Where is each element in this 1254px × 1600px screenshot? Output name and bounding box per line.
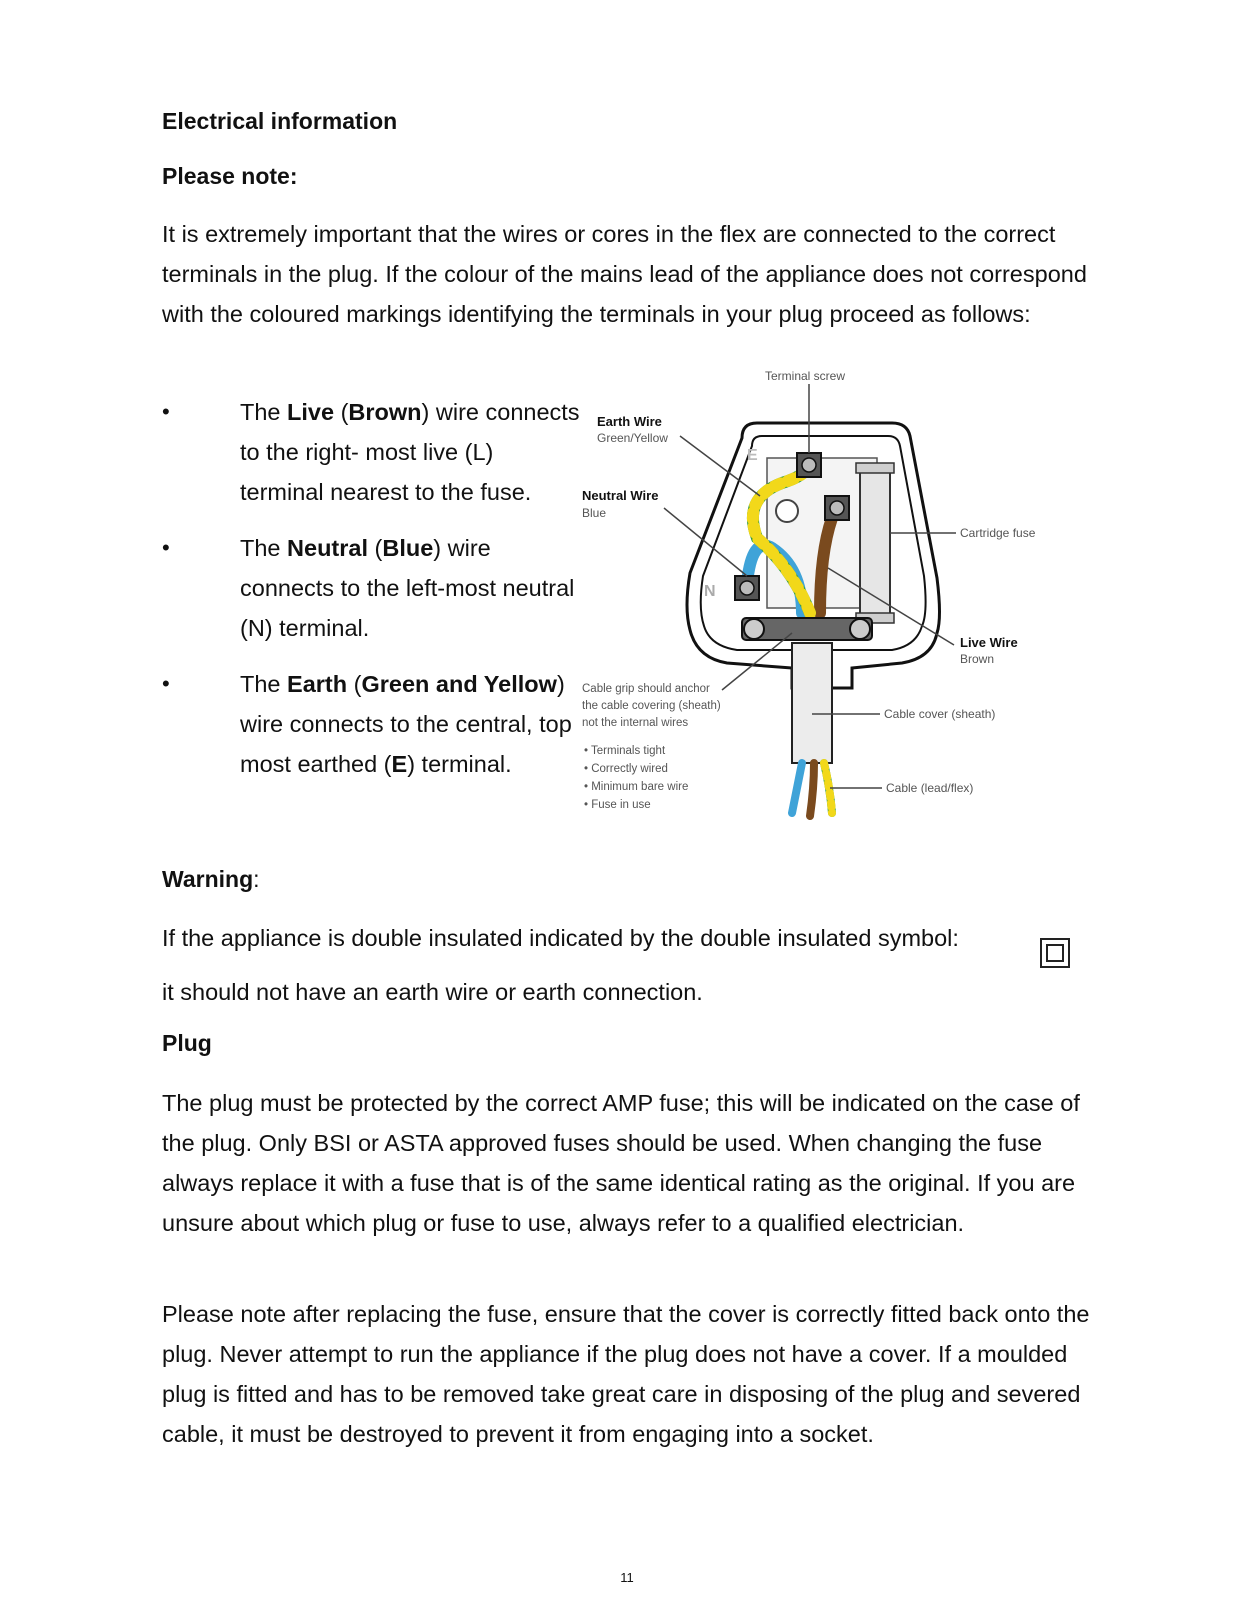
cable-sheath-shape — [792, 643, 832, 763]
label-live-wire-sub: Brown — [960, 652, 995, 666]
checklist-item: • Correctly wired — [584, 763, 668, 775]
live-terminal-screw — [830, 501, 844, 515]
warning-line-1: If the appliance is double insulated indicated by the double insulated symbol: — [162, 925, 959, 951]
label-cable-grip-line1: Cable grip should anchor — [582, 683, 710, 695]
label-cable-lead: Cable (lead/flex) — [886, 781, 974, 795]
intro-paragraph: It is extremely important that the wires or cores in the flex are connected to the correct terminals in the plug. If the colour of the mains lead of the appliance does not correspond with the coloured markings identifying the terminals in your plug proceed as follows: — [162, 221, 1087, 327]
cable-end-blue — [792, 763, 802, 813]
label-cable-cover: Cable cover (sheath) — [884, 707, 996, 721]
label-live-wire: Live Wire — [960, 635, 1018, 650]
label-cable-grip-line3: not the internal wires — [582, 717, 689, 729]
warning-heading: Warning: — [162, 866, 260, 892]
label-neutral-wire: Neutral Wire — [582, 488, 659, 503]
cable-grip-screw-right — [850, 619, 870, 639]
label-cable-grip-line2: the cable covering (sheath) — [582, 700, 721, 712]
label-earth-wire-sub: Green/Yellow — [597, 431, 668, 445]
label-terminal-screw: Terminal screw — [765, 369, 846, 383]
checklist-item: • Fuse in use — [584, 799, 651, 811]
pin-hole — [776, 500, 798, 522]
plug-heading: Plug — [162, 1030, 212, 1056]
bullet-marker: • — [162, 535, 170, 560]
fuse-clip-top — [856, 463, 894, 473]
bullet-marker: • — [162, 671, 170, 696]
list-item-neutral: • The Neutral (Blue) wire connects to the left-most neutral (N) terminal. — [162, 528, 582, 648]
earth-terminal-screw — [802, 458, 816, 472]
checklist-item: • Minimum bare wire — [584, 781, 689, 793]
label-cartridge-fuse: Cartridge fuse — [960, 526, 1036, 540]
bullet-marker: • — [162, 399, 170, 424]
label-neutral-wire-sub: Blue — [582, 506, 607, 520]
page-number: 11 — [620, 1570, 634, 1585]
wiring-instructions-list — [162, 392, 582, 800]
list-item-live: • The Live (Brown) wire connects to the right- most live (L) terminal nearest to the fuse. — [162, 392, 582, 512]
page-title: Electrical information — [162, 108, 398, 134]
list-item-earth: • The Earth (Green and Yellow) wire connects to the central, top most earthed (E) terminal. — [162, 664, 582, 784]
neutral-terminal-screw — [740, 581, 754, 595]
cable-end-brown — [810, 763, 814, 816]
plug-wiring-diagram — [582, 368, 1072, 848]
plug-paragraph-2: Please note after replacing the fuse, ensure that the cover is correctly fitted back onto the plug. Never attempt to run the appliance if the plug does not have a cover. If a moulded plug is fitted and has to be removed take great care in disposing of the plug and severed cable, it must be destroyed to prevent it from engaging into a socket. — [162, 1301, 1090, 1447]
warning-line-2: it should not have an earth wire or earth connection. — [162, 979, 703, 1005]
cartridge-fuse-shape — [860, 468, 890, 618]
please-note-heading: Please note: — [162, 163, 298, 189]
cable-grip-screw-left — [744, 619, 764, 639]
neutral-terminal-letter: N — [704, 583, 716, 600]
checklist-item: • Terminals tight — [584, 745, 666, 757]
earth-terminal-letter: E — [747, 447, 758, 464]
double-insulated-symbol-icon — [1040, 938, 1070, 968]
plug-paragraph-1: The plug must be protected by the correct AMP fuse; this will be indicated on the case of the plug. Only BSI or ASTA approved fuses should be used. When changing the fuse always replace it with a fuse that is of the same identical rating as the original. If you are unsure about which plug or fuse to use, always refer to a qualified electrician. — [162, 1090, 1080, 1236]
label-earth-wire: Earth Wire — [597, 414, 662, 429]
